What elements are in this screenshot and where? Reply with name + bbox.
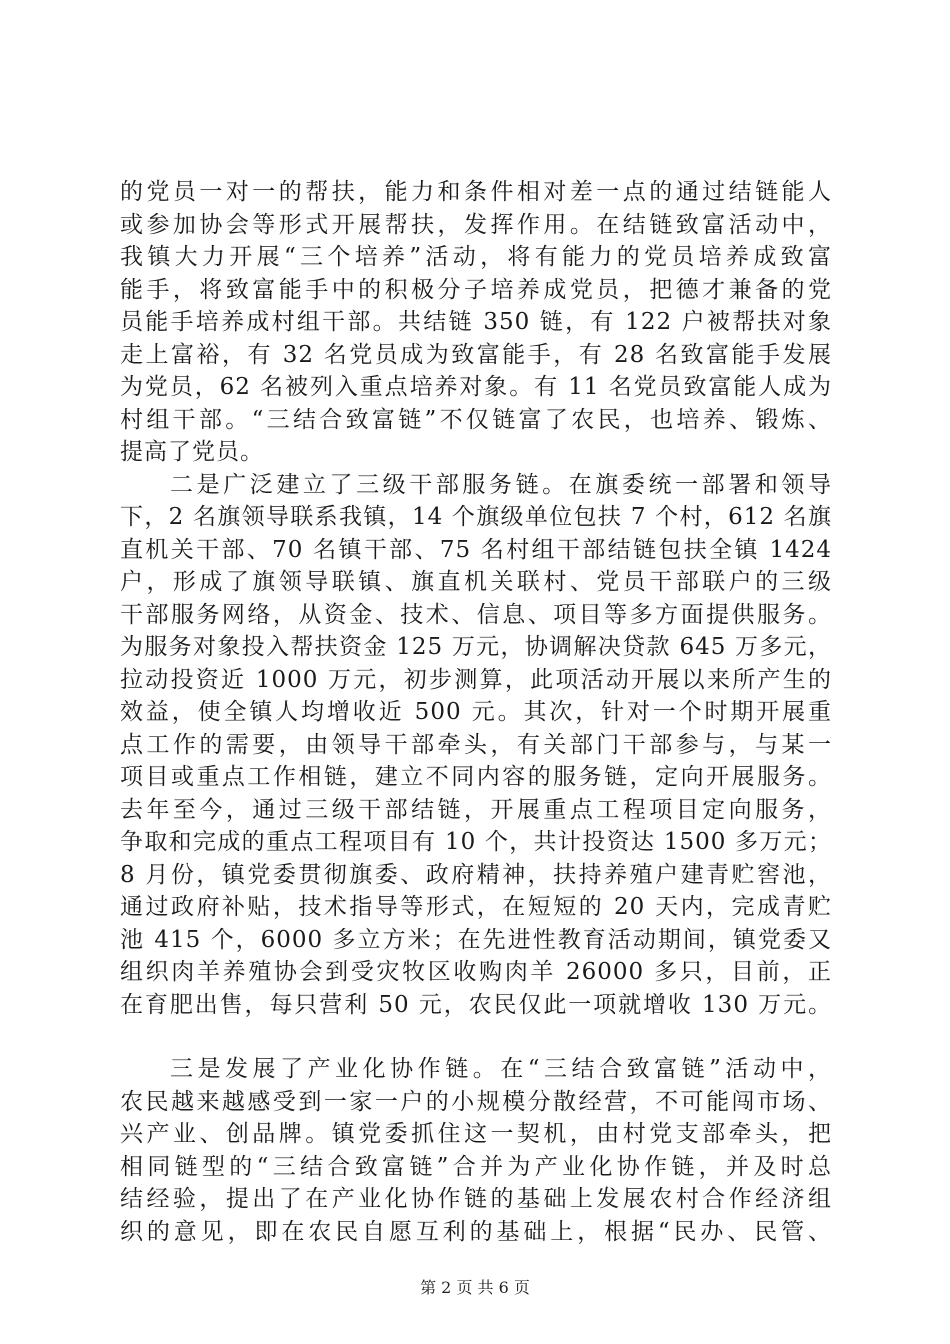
text-line: 结经验，提出了在产业化协作链的基础上发展农村合作经济组 [120,1186,832,1212]
text-line: 农民越来越感受到一家一户的小规模分散经营，不可能闯市场、 [120,1088,832,1115]
document-body [120,176,832,1248]
text-line: 效益，使全镇人均增收近 500 元。其次，针对一个时期开展重 [120,699,832,725]
text-line: 为服务对象投入帮扶资金 125 万元，协调解决贷款 645 万多元， [120,634,832,660]
text-line: 通过政府补贴，技术指导等形式，在短短的 20 天内，完成青贮 [120,894,832,920]
text-line: 员能手培养成村组干部。共结链 350 链，有 122 户被帮扶对象 [120,309,832,335]
paragraph-1 [120,176,832,469]
text-line: 下，2 名旗领导联系我镇，14 个旗级单位包扶 7 个村，612 名旗 [120,504,832,530]
text-line: 二是广泛建立了三级干部服务链。在旗委统一部署和领导 [170,471,832,498]
paragraph-gap [120,1021,832,1053]
text-line: 点工作的需要，由领导干部牵头，有关部门干部参与，与某一 [120,731,832,758]
text-line: 户，形成了旗领导联镇、旗直机关联村、党员干部联户的三级 [120,569,832,595]
text-line: 我镇大力开展“三个培养”活动，将有能力的党员培养成致富 [120,244,832,270]
text-line: 相同链型的“三结合致富链”合并为产业化协作链，并及时总 [120,1153,832,1180]
text-line: 兴产业、创品牌。镇党委抓住这一契机，由村党支部牵头，把 [120,1121,832,1147]
text-line: 直机关干部、70 名镇干部、75 名村组干部结链包扶全镇 1424 [120,536,832,563]
text-line: 拉动投资近 1000 万元，初步测算，此项活动开展以来所产生的 [120,666,832,693]
text-line: 项目或重点工作相链，建立不同内容的服务链，定向开展服务。 [120,764,832,790]
text-line: 织的意见，即在农民自愿互利的基础上，根据“民办、民管、 [120,1218,832,1245]
text-line: 干部服务网络，从资金、技术、信息、项目等多方面提供服务。 [120,601,832,628]
text-line: 池 415 个，6000 多立方米；在先进性教育活动期间，镇党委又 [120,926,832,953]
text-line: 提高了党员。 [120,439,264,465]
text-line: 争取和完成的重点工程项目有 10 个，共计投资达 1500 多万元； [120,829,832,855]
text-line: 在育肥出售，每只营利 50 元，农民仅此一项就增收 130 万元。 [120,991,832,1018]
text-line: 8 月份，镇党委贯彻旗委、政府精神，扶持养殖户建青贮窖池， [120,861,832,888]
page-footer: 第 2 页 共 6 页 [420,1278,530,1297]
paragraph-3 [120,1053,832,1248]
text-line: 的党员一对一的帮扶，能力和条件相对差一点的通过结链能人 [120,179,832,205]
text-line: 三是发展了产业化协作链。在“三结合致富链”活动中， [170,1056,832,1082]
text-line: 为党员，62 名被列入重点培养对象。有 11 名党员致富能人成为 [120,374,832,400]
text-line: 能手，将致富能手中的积极分子培养成党员，把德才兼备的党 [120,276,832,303]
text-line: 组织肉羊养殖协会到受灾牧区收购肉羊 26000 多只，目前，正 [120,959,832,985]
text-line: 或参加协会等形式开展帮扶，发挥作用。在结链致富活动中， [120,211,832,238]
text-line: 去年至今，通过三级干部结链，开展重点工程项目定向服务， [120,796,832,823]
paragraph-2 [120,469,832,1022]
text-line: 走上富裕，有 32 名党员成为致富能手，有 28 名致富能手发展 [120,341,832,368]
text-line: 村组干部。“三结合致富链”不仅链富了农民，也培养、锻炼、 [120,406,832,433]
